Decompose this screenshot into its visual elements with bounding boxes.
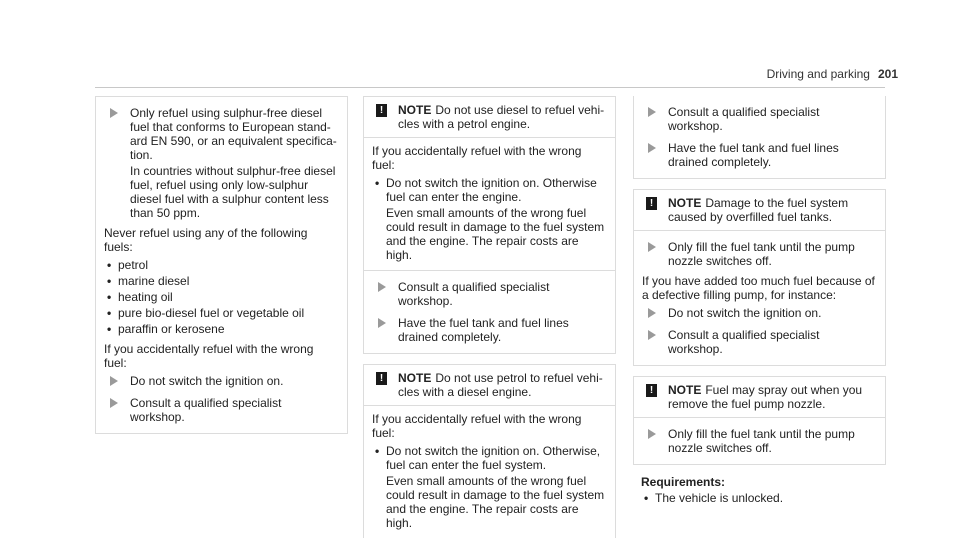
paragraph: Never refuel using any of the following fuels:	[104, 226, 308, 254]
column-3	[633, 96, 886, 507]
step-text: Only fill the fuel tank until the pump nozzle switches off.	[668, 427, 855, 455]
note-heading	[372, 103, 607, 131]
continued-steps-box	[633, 96, 886, 179]
step-arrow-icon	[378, 282, 386, 292]
step-item	[642, 427, 877, 455]
step-item	[642, 240, 877, 268]
warning-icon: !	[646, 197, 657, 210]
note-box	[363, 364, 616, 538]
header-divider	[95, 87, 885, 88]
step-continuation: In countries without sulphur-free diesel fuel, refuel using only low-sulphur diesel fuel with a sulphur content less than 50 ppm.	[130, 164, 336, 220]
step-text: Consult a qualified specialist workshop.	[130, 396, 282, 424]
step-arrow-icon	[110, 398, 118, 408]
section-title: Driving and parking	[766, 67, 870, 81]
paragraph: If you accidentally refuel with the wrong fuel:	[372, 144, 582, 172]
paragraph: If you accidentally refuel with the wrong fuel:	[372, 412, 582, 440]
step-text: Consult a qualified specialist workshop.	[668, 105, 820, 133]
step-text: Do not switch the ignition on.	[668, 306, 822, 320]
step-item	[642, 141, 877, 169]
fuel-list	[104, 258, 339, 336]
note-box	[363, 96, 616, 354]
step-text: Consult a qualified specialist workshop.	[398, 280, 550, 308]
list-item: • The vehicle is unlocked.	[641, 491, 886, 505]
list-item: • marine diesel	[104, 274, 339, 288]
step-arrow-icon	[648, 308, 656, 318]
requirements-list	[633, 491, 886, 505]
step-item	[642, 306, 877, 320]
bullet-continuation: Even small amounts of the wrong fuel could result in damage to the fuel system and the engine. The repair costs are high.	[386, 474, 605, 530]
step-text: Only refuel using sulphur-free diesel fuel that conforms to European stand-ard EN 590, or an equivalent specifica-tion.	[130, 106, 337, 162]
step-item	[372, 316, 607, 344]
bullet-continuation: Even small amounts of the wrong fuel could result in damage to the fuel system and the engine. The repair costs are high.	[386, 206, 605, 262]
warning-icon: !	[376, 372, 387, 385]
note-box	[633, 376, 886, 465]
step-arrow-icon	[648, 107, 656, 117]
step-arrow-icon	[648, 242, 656, 252]
bullet-list	[372, 444, 607, 530]
step-text: Have the fuel tank and fuel lines drained completely.	[398, 316, 569, 344]
note-text: Fuel may spray out when you remove the fuel pump nozzle.	[668, 383, 863, 411]
step-item	[642, 328, 877, 356]
step-item	[104, 396, 339, 424]
step-arrow-icon	[110, 108, 118, 118]
note-title: NOTE	[668, 383, 702, 397]
list-item: • heating oil	[104, 290, 339, 304]
page-number: 201	[877, 67, 898, 81]
note-heading	[642, 196, 877, 224]
note-title: NOTE	[398, 371, 432, 385]
note-heading	[642, 383, 877, 411]
step-text: Consult a qualified specialist workshop.	[668, 328, 820, 356]
requirements-title: Requirements:	[641, 475, 726, 489]
note-text: Do not use diesel to refuel vehi-cles with a petrol engine.	[398, 103, 605, 131]
list-item	[372, 176, 607, 262]
step-item	[104, 106, 339, 220]
list-item	[372, 444, 607, 530]
step-arrow-icon	[110, 376, 118, 386]
column-1	[95, 96, 348, 434]
note-box	[633, 189, 886, 366]
note-text: Do not use petrol to refuel vehi-cles with a diesel engine.	[398, 371, 603, 399]
paragraph: If you have added too much fuel because of a defective filling pump, for instance:	[642, 274, 875, 302]
step-text: Do not switch the ignition on.	[130, 374, 284, 388]
step-text: Have the fuel tank and fuel lines drained completely.	[668, 141, 839, 169]
list-item: • pure bio-diesel fuel or vegetable oil	[104, 306, 339, 320]
column-2	[363, 96, 616, 538]
note-title: NOTE	[398, 103, 432, 117]
fuel-instructions-box	[95, 96, 348, 434]
page-header	[767, 67, 898, 81]
step-arrow-icon	[648, 143, 656, 153]
warning-icon: !	[376, 104, 387, 117]
step-arrow-icon	[648, 330, 656, 340]
step-item	[372, 280, 607, 308]
step-arrow-icon	[378, 318, 386, 328]
list-item: • paraffin or kerosene	[104, 322, 339, 336]
step-item	[104, 374, 339, 388]
note-text: Damage to the fuel system caused by overfilled fuel tanks.	[668, 196, 849, 224]
bullet-list	[372, 176, 607, 262]
list-item: • petrol	[104, 258, 339, 272]
paragraph: If you accidentally refuel with the wrong fuel:	[104, 342, 314, 370]
note-heading	[372, 371, 607, 399]
step-arrow-icon	[648, 429, 656, 439]
bullet-text: • Do not switch the ignition on. Otherwise fuel can enter the engine.	[386, 176, 597, 204]
step-item	[642, 105, 877, 133]
step-text: Only fill the fuel tank until the pump nozzle switches off.	[668, 240, 855, 268]
warning-icon: !	[646, 384, 657, 397]
note-title: NOTE	[668, 196, 702, 210]
bullet-text: • Do not switch the ignition on. Otherwise, fuel can enter the fuel system.	[386, 444, 601, 472]
